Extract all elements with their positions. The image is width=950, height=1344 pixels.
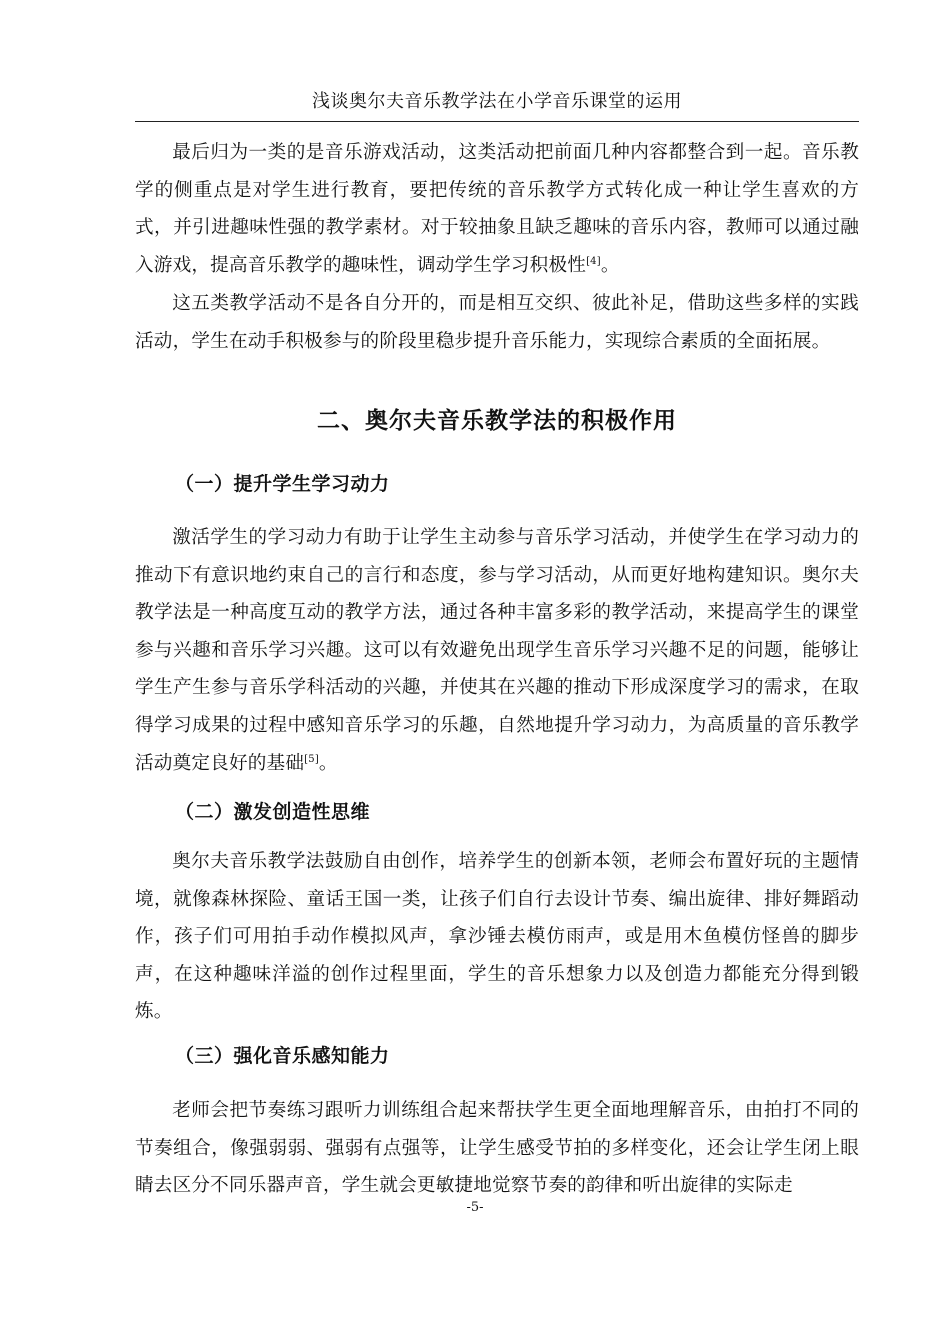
section-heading: 二、奥尔夫音乐教学法的积极作用	[317, 408, 677, 434]
paragraph-music-perception: 老师会把节奏练习跟听力训练组合起来帮扶学生更全面地理解音乐，由拍打不同的节奏组合，像强弱弱、强弱有点强等，让学生感受节拍的多样变化，还会让学生闭上眼睛去区分不同乐器声音，学生就会更敏捷地觉察节奏的韵律和听出旋律的实际走	[135, 1100, 859, 1197]
header-rule	[135, 121, 859, 122]
paragraph-text: 激活学生的学习动力有助于让学生主动参与音乐学习活动，并使学生在学习动力的推动下有意识地约束自己的言行和态度，参与学习活动，从而更好地构建知识。奥尔夫教学法是一种高度互动的教学方法，通过各种丰富多彩的教学活动，来提高学生的课堂参与兴趣和音乐学习兴趣。这可以有效避免出现学生音乐学习兴趣不足的问题，能够让学生产生参与音乐学科活动的兴趣，并使其在兴趣的推动下形成深度学习的需求，在取得学习成果的过程中感知音乐学习的乐趣，自然地提升学习动力，为高质量的音乐教学活动奠定良好的基础	[135, 527, 859, 774]
paragraph-text: 最后归为一类的是音乐游戏活动，这类活动把前面几种内容都整合到一起。音乐教学的侧重点是对学生进行教育，要把传统的音乐教学方式转化成一种让学生喜欢的方式，并引进趣味性强的教学素材。对于较抽象且缺乏趣味的音乐内容，教师可以通过融入游戏，提高音乐教学的趣味性，调动学生学习积极性	[135, 142, 859, 276]
citation-ref: [5]	[304, 753, 319, 765]
subsection-heading-1: （一）提升学生学习动力	[175, 473, 390, 495]
paragraph-tail: 。	[600, 254, 620, 276]
page-number: -5-	[466, 1200, 484, 1215]
paragraph-five-activities: 这五类教学活动不是各自分开的，而是相互交织、彼此补足，借助这些多样的实践活动，学生在动手积极参与的阶段里稳步提升音乐能力，实现综合素质的全面拓展。	[135, 293, 859, 352]
citation-ref: [4]	[586, 255, 601, 267]
subsection-heading-3: （三）强化音乐感知能力	[175, 1045, 390, 1067]
paragraph-creative-thinking: 奥尔夫音乐教学法鼓励自由创作，培养学生的创新本领，老师会布置好玩的主题情境，就像森林探险、童话王国一类，让孩子们自行去设计节奏、编出旋律、排好舞蹈动作，孩子们可用拍手动作模拟风声，拿沙锤去模仿雨声，或是用木鱼模仿怪兽的脚步声，在这种趣味洋溢的创作过程里面，学生的音乐想象力以及创造力都能充分得到锻炼。	[135, 851, 859, 1023]
paragraph-tail: 。	[318, 752, 338, 774]
paragraph-learning-motivation	[135, 519, 859, 782]
running-header: 浅谈奥尔夫音乐教学法在小学音乐课堂的运用	[312, 91, 682, 112]
subsection-heading-2: （二）激发创造性思维	[175, 801, 371, 823]
paragraph-music-games	[135, 134, 859, 284]
